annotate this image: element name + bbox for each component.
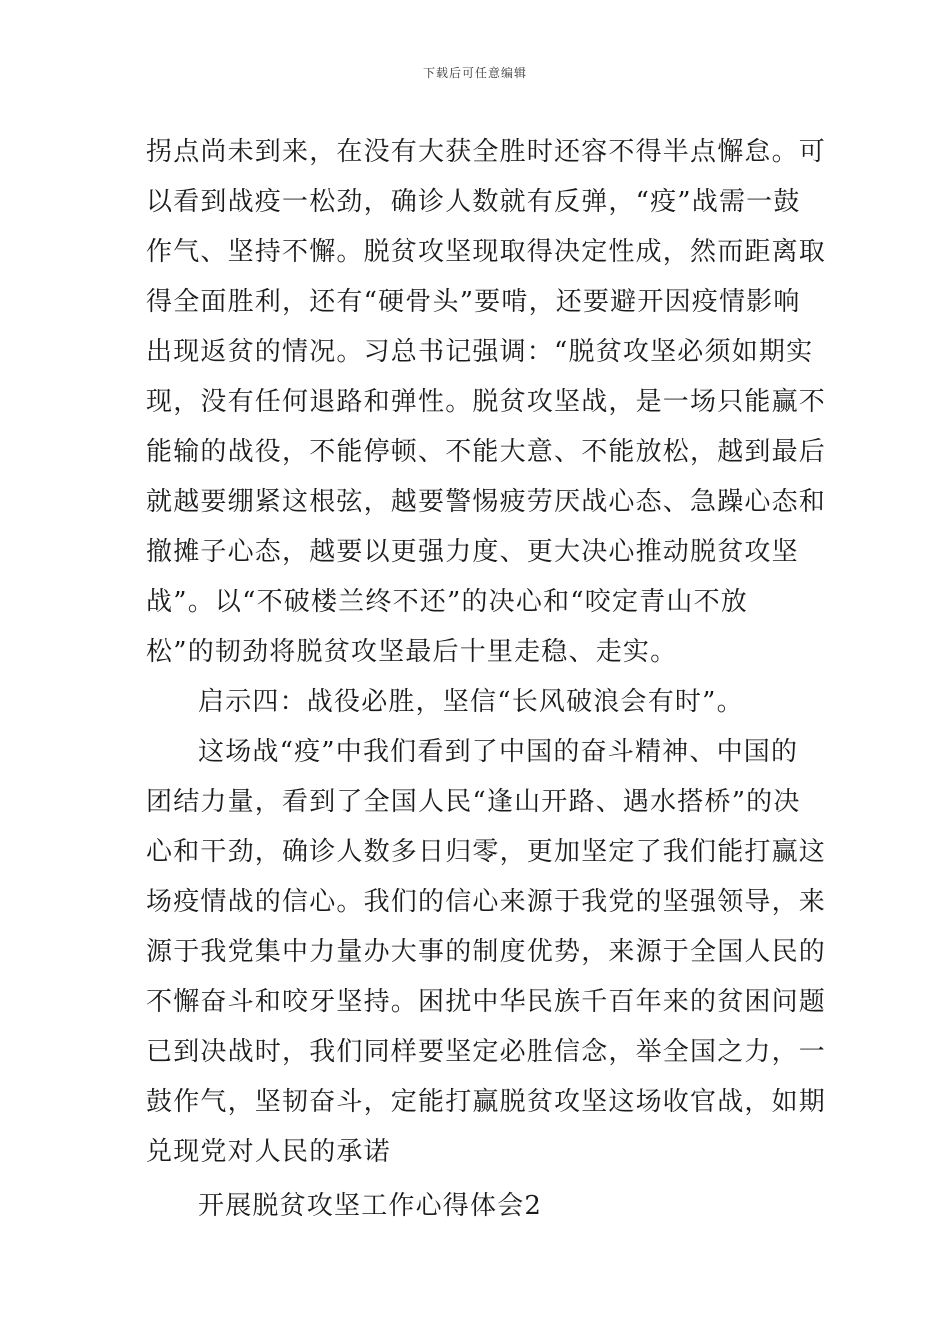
text-line: 源于我党集中力量办大事的制度优势，来源于全国人民的 bbox=[146, 937, 827, 967]
text-line: 团结力量，看到了全国人民“逢山开路、遇水搭桥”的决 bbox=[146, 787, 801, 817]
text-line: 不懈奋斗和咬牙坚持。困扰中华民族千百年来的贫困问题 bbox=[146, 987, 827, 1017]
text-line: 松”的韧劲将脱贫攻坚最后十里走稳、走实。 bbox=[146, 637, 678, 667]
text-line: 现，没有任何退路和弹性。脱贫攻坚战，是一场只能赢不 bbox=[146, 387, 827, 417]
text-line: 撤摊子心态，越要以更强力度、更大决心推动脱贫攻坚 bbox=[146, 537, 799, 567]
text-line: 得全面胜利，还有“硬骨头”要啃，还要避开因疫情影响 bbox=[146, 287, 801, 317]
text-line: 鼓作气，坚韧奋斗，定能打赢脱贫攻坚这场收官战，如期 bbox=[146, 1087, 827, 1117]
text-line: 心和干劲，确诊人数多日归零，更加坚定了我们能打赢这 bbox=[146, 837, 827, 867]
text-line: 战”。以“不破楼兰终不还”的决心和“咬定青山不放 bbox=[146, 587, 748, 617]
text-line: 场疫情战的信心。我们的信心来源于我党的坚强领导，来 bbox=[146, 887, 827, 917]
text-line: 已到决战时，我们同样要坚定必胜信念，举全国之力，一 bbox=[146, 1037, 827, 1067]
text-line: 能输的战役，不能停顿、不能大意、不能放松，越到最后 bbox=[146, 437, 827, 467]
text-line: 以看到战疫一松劲，确诊人数就有反弹，“疫”战需一鼓 bbox=[146, 187, 801, 217]
text-line: 兑现党对人民的承诺 bbox=[146, 1137, 391, 1167]
text-line: 就越要绷紧这根弦，越要警惕疲劳厌战心态、急躁心态和 bbox=[146, 487, 827, 517]
paragraph-first-line: 这场战“疫”中我们看到了中国的奋斗精神、中国的 bbox=[198, 737, 799, 767]
document-body bbox=[146, 127, 827, 1231]
text-line: 作气、坚持不懈。脱贫攻坚现取得决定性成，然而距离取 bbox=[146, 237, 827, 267]
section-heading: 启示四：战役必胜，坚信“长风破浪会有时”。 bbox=[198, 687, 744, 717]
text-line: 拐点尚未到来，在没有大获全胜时还容不得半点懈怠。可 bbox=[146, 137, 827, 167]
text-line: 出现返贫的情况。习总书记强调：“脱贫攻坚必须如期实 bbox=[146, 337, 814, 367]
document-title-heading: 开展脱贫攻坚工作心得体会2 bbox=[198, 1191, 543, 1221]
page-header: 下载后可任意编辑 bbox=[422, 66, 527, 80]
